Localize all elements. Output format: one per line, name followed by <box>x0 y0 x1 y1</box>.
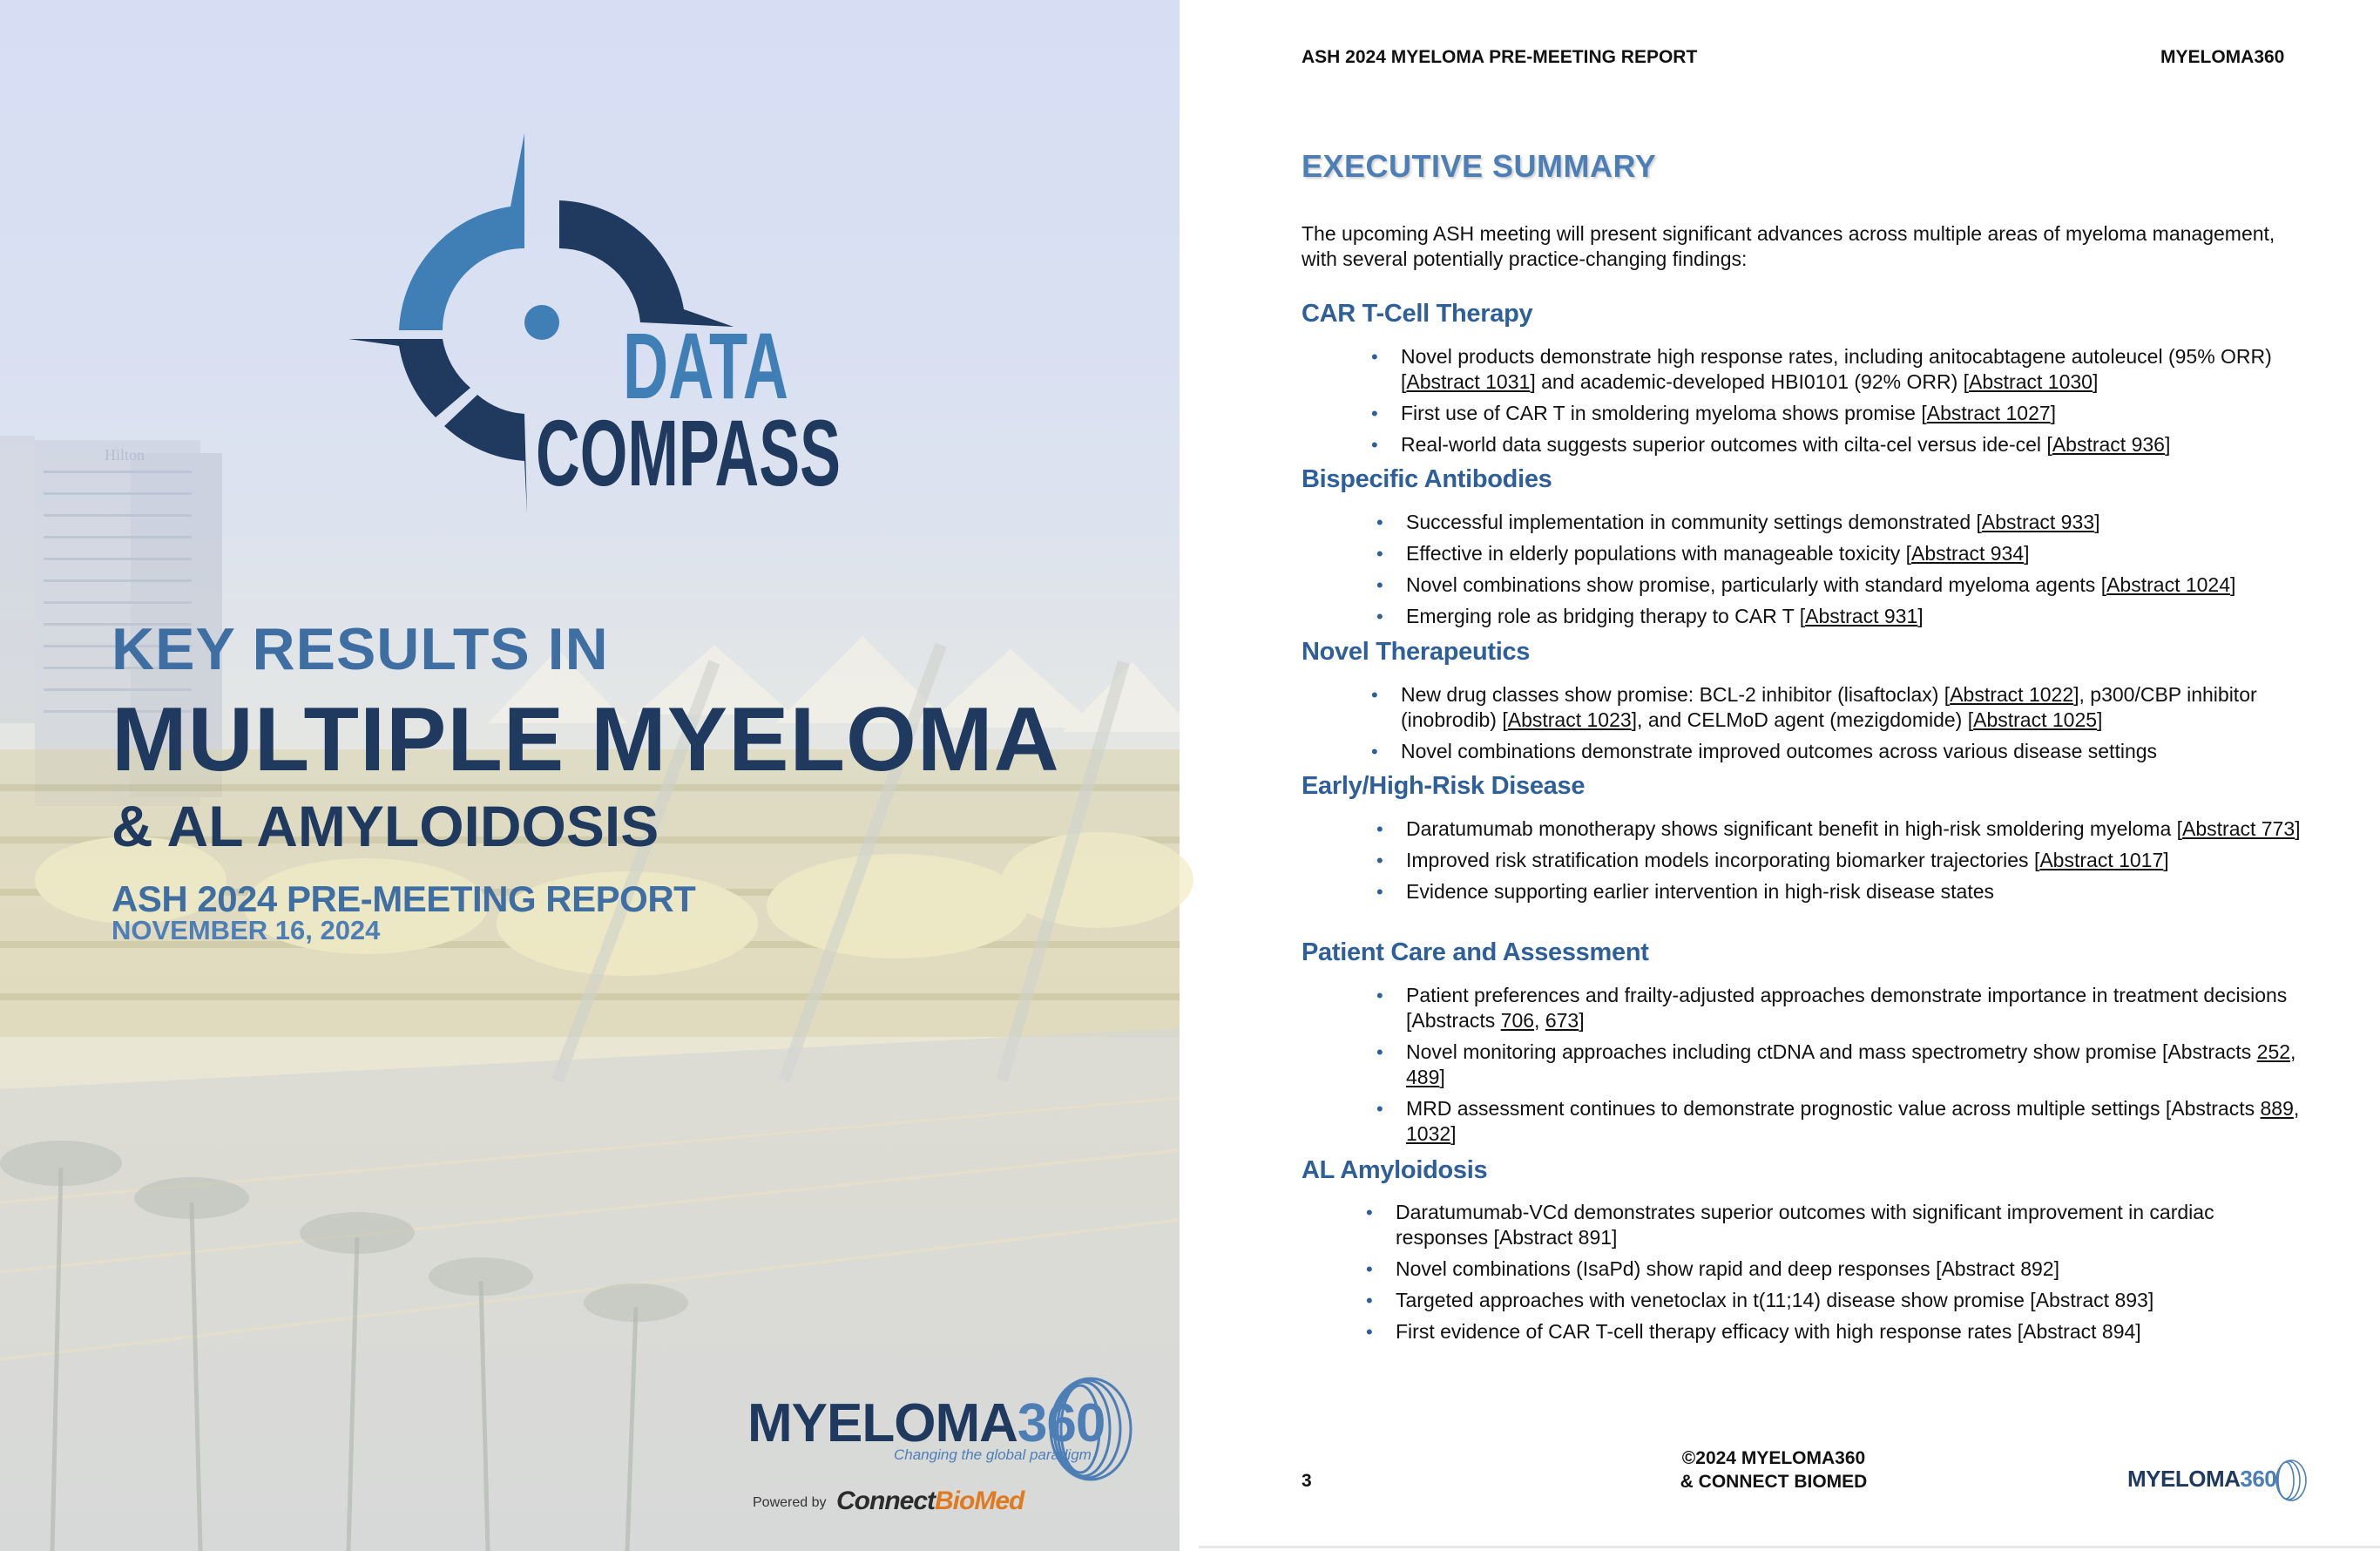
page-header-title: ASH 2024 MYELOMA PRE-MEETING REPORT <box>1302 47 1698 67</box>
copyright-line1: ©2024 MYELOMA360 <box>1681 1448 1866 1468</box>
item-text: Novel combinations (IsaPd) show rapid and deep responses [Abstract 892] <box>1396 1257 2059 1280</box>
item-text: Improved risk stratification models incorporating biomarker trajectories [ <box>1406 849 2040 871</box>
abstract-link[interactable]: Abstract 1031 <box>1406 370 1531 393</box>
intro-paragraph: The upcoming ASH meeting will present significant advances across multiple areas of myeloma management, with several potentially practice-changing findings: <box>1302 222 2275 270</box>
list-item <box>1396 1288 2310 1313</box>
list-item <box>1406 510 2329 535</box>
footer-brand-part1: MYELOMA <box>2127 1466 2241 1492</box>
footer-rings-icon <box>2267 1459 2312 1502</box>
list-novel <box>1401 682 2324 770</box>
abstract-link[interactable]: Abstract 1024 <box>2106 573 2231 596</box>
item-text: First use of CAR T in smoldering myeloma shows promise [ <box>1401 402 1927 424</box>
copyright-line2: & CONNECT BIOMED <box>1680 1472 1868 1492</box>
item-text: ] <box>1439 1066 1445 1088</box>
item-text: Emerging role as bridging therapy to CAR T [ <box>1406 605 1806 627</box>
page-divider <box>1199 1546 2380 1548</box>
item-text: Daratumumab monotherapy shows significant benefit in high-risk smoldering myeloma [ <box>1406 817 2183 840</box>
list-item <box>1396 1319 2310 1344</box>
logo-line2: COMPASS <box>536 400 841 505</box>
item-text: ] <box>2295 817 2301 840</box>
item-text: Novel products demonstrate high response rates, including anitocabtagene autoleucel (95% ORR) [ <box>1401 345 2272 393</box>
item-text: Daratumumab-VCd demonstrates superior outcomes with significant improvement in cardiac responses [Abstract 891] <box>1396 1201 2214 1249</box>
list-item <box>1401 432 2324 457</box>
list-item <box>1406 604 2329 629</box>
item-text: MRD assessment continues to demonstrate prognostic value across multiple settings [Abstracts <box>1406 1097 2261 1120</box>
list-bispecific <box>1406 510 2329 635</box>
item-text: Targeted approaches with venetoclax in t(11;14) disease show promise [Abstract 893] <box>1396 1289 2154 1311</box>
item-text: Novel combinations show promise, particularly with standard myeloma agents [ <box>1406 573 2107 596</box>
item-text: Novel monitoring approaches including ctDNA and mass spectrometry show promise [Abstracts <box>1406 1040 2257 1063</box>
item-text: , <box>1534 1009 1545 1032</box>
list-al <box>1396 1200 2310 1351</box>
item-text: ] <box>2092 370 2099 393</box>
connect-biomed-logo <box>836 1487 1024 1516</box>
abstract-link[interactable]: 489 <box>1406 1066 1440 1088</box>
item-text: First evidence of CAR T-cell therapy efficacy with high response rates [Abstract 894] <box>1396 1320 2141 1343</box>
cover-page <box>0 0 1180 1551</box>
abstract-link[interactable]: 673 <box>1545 1009 1579 1032</box>
report-page <box>1199 0 2380 1551</box>
list-item <box>1401 739 2324 764</box>
section-title-early: Early/High-Risk Disease <box>1302 772 1586 800</box>
brand-part2: 360 <box>1017 1393 1105 1453</box>
list-early <box>1406 816 2321 911</box>
abstract-link[interactable]: Abstract 1017 <box>2039 849 2164 871</box>
list-item <box>1396 1256 2310 1282</box>
abstract-link[interactable]: Abstract 1030 <box>1969 370 2093 393</box>
item-text: ] <box>2097 708 2103 731</box>
section-title-car-t: CAR T-Cell Therapy <box>1302 300 1533 328</box>
list-item <box>1396 1200 2310 1250</box>
list-item <box>1406 983 2329 1033</box>
item-text: ] and academic-developed HBI0101 (92% ORR) [ <box>1530 370 1970 393</box>
list-item <box>1406 572 2329 598</box>
cover-title-line1: KEY RESULTS IN <box>112 616 609 682</box>
list-item <box>1401 682 2324 733</box>
abstract-link[interactable]: Abstract 1027 <box>1926 402 2051 424</box>
list-item <box>1406 1096 2329 1147</box>
abstract-link[interactable]: Abstract 933 <box>1981 511 2095 533</box>
partner-part1: Connect <box>836 1487 935 1515</box>
abstract-link[interactable]: Abstract 931 <box>1805 605 1918 627</box>
cover-title-line2: MULTIPLE MYELOMA <box>112 689 1060 790</box>
list-item <box>1401 344 2324 395</box>
building-sign: Hilton <box>105 446 145 464</box>
item-text: Effective in elderly populations with manageable toxicity [ <box>1406 542 1912 565</box>
footer-brand-logo <box>2127 1466 2276 1493</box>
abstract-link[interactable]: 252 <box>2256 1040 2291 1063</box>
section-title-patient-care: Patient Care and Assessment <box>1302 938 1649 966</box>
section-title-bispecific: Bispecific Antibodies <box>1302 465 1552 493</box>
item-text: ] <box>1579 1009 1585 1032</box>
brand-part1: MYELOMA <box>747 1393 1018 1453</box>
list-patient-care <box>1406 983 2329 1153</box>
brand-tagline: Changing the global paradigm <box>894 1446 1092 1463</box>
partner-part2: BioMed <box>935 1487 1024 1515</box>
list-item <box>1406 848 2321 873</box>
item-text: Patient preferences and frailty-adjusted approaches demonstrate importance in treatment decisions [Abstracts <box>1406 984 2288 1032</box>
item-text: , <box>2290 1040 2296 1063</box>
list-item <box>1406 816 2321 842</box>
list-item <box>1401 401 2324 426</box>
abstract-link[interactable]: Abstract 1022 <box>1950 683 2074 706</box>
abstract-link[interactable]: Abstract 1025 <box>1973 708 2098 731</box>
section-title-novel: Novel Therapeutics <box>1302 638 1531 666</box>
item-text: ] <box>2050 402 2057 424</box>
item-text: ] <box>2163 849 2169 871</box>
copyright <box>1634 1446 1913 1493</box>
abstract-link[interactable]: 889 <box>2260 1097 2294 1120</box>
item-text: , <box>2293 1097 2300 1120</box>
list-item <box>1406 541 2329 566</box>
section-title-al: AL Amyloidosis <box>1302 1156 1488 1184</box>
item-text: ] <box>1917 605 1924 627</box>
footer-brand-part2: 360 <box>2240 1466 2277 1492</box>
item-text: Evidence supporting earlier intervention in high-risk disease states <box>1406 880 1995 903</box>
item-text: ] <box>1450 1122 1457 1145</box>
logo-line1: DATA <box>623 313 788 418</box>
item-text: Successful implementation in community settings demonstrated [ <box>1406 511 1982 533</box>
list-item <box>1406 1040 2329 1090</box>
item-text: New drug classes show promise: BCL-2 inhibitor (lisaftoclax) [ <box>1401 683 1951 706</box>
item-text: Real-world data suggests superior outcomes with cilta-cel versus ide-cel [ <box>1401 433 2052 456</box>
abstract-link[interactable]: 1032 <box>1406 1122 1451 1145</box>
cover-title-line3: & AL AMYLOIDOSIS <box>112 794 659 858</box>
item-text: ], and CELMoD agent (mezigdomide) [ <box>1631 708 1974 731</box>
page-header-brand: MYELOMA360 <box>2160 47 2285 67</box>
cover-date: NOVEMBER 16, 2024 <box>112 915 381 945</box>
myeloma360-logo <box>747 1392 1105 1454</box>
list-car-t <box>1401 344 2324 464</box>
item-text: ] <box>2230 573 2236 596</box>
item-text: ] <box>2164 433 2171 456</box>
abstract-link[interactable]: Abstract 1023 <box>1507 708 1632 731</box>
powered-by-label: Powered by <box>753 1495 827 1510</box>
list-item <box>1406 879 2321 904</box>
item-text: ], p300/CBP inhibitor (inobrodib) [ <box>1401 683 2257 731</box>
abstract-link[interactable]: Abstract 773 <box>2182 817 2295 840</box>
page-number: 3 <box>1302 1471 1312 1491</box>
abstract-link[interactable]: 706 <box>1500 1009 1535 1032</box>
item-text: Novel combinations demonstrate improved outcomes across various disease settings <box>1401 740 2158 762</box>
abstract-link[interactable]: Abstract 936 <box>2052 433 2165 456</box>
abstract-link[interactable]: Abstract 934 <box>1911 542 2025 565</box>
item-text: ] <box>2094 511 2100 533</box>
item-text: ] <box>2024 542 2030 565</box>
cover-report-name: ASH 2024 PRE-MEETING REPORT <box>112 878 696 919</box>
section-heading: EXECUTIVE SUMMARY <box>1302 148 1657 184</box>
